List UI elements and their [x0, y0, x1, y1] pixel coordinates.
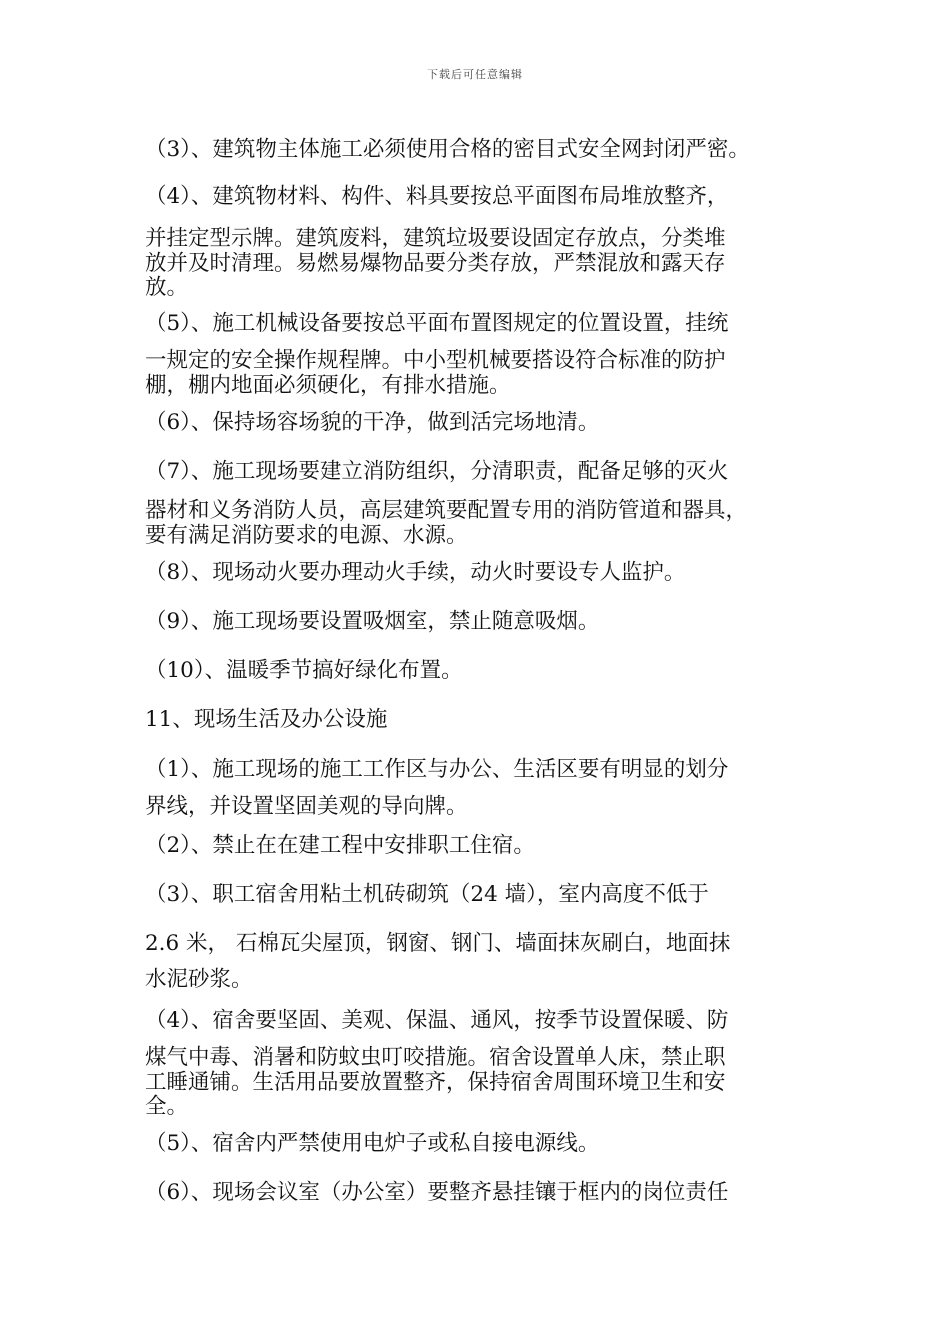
text-line: （10）、温暖季节搞好绿化布置。 [145, 658, 463, 683]
text-line: 2.6 米， 石棉瓦尖屋顶，钢窗、钢门、墙面抹灰刷白，地面抹 [145, 931, 731, 956]
text-line: 并挂定型示牌。建筑废料，建筑垃圾要设固定存放点，分类堆 [145, 226, 726, 251]
text-line: （3）、职工宿舍用粘土机砖砌筑（24 墙），室内高度不低于 [145, 882, 709, 907]
page-header: 下载后可任意编辑 [427, 68, 523, 81]
text-line: 工睡通铺。生活用品要放置整齐，保持宿舍周围环境卫生和安 [145, 1070, 726, 1095]
text-line: （1）、施工现场的施工工作区与办公、生活区要有明显的划分 [145, 757, 729, 782]
text-line: 放并及时清理。易燃易爆物品要分类存放，严禁混放和露天存 [145, 251, 726, 276]
text-line: 放。 [145, 275, 189, 300]
text-line: 器材和义务消防人员，高层建筑要配置专用的消防管道和器具， [145, 498, 748, 523]
text-line: （4）、建筑物材料、构件、料具要按总平面图布局堆放整齐， [145, 184, 729, 209]
text-line: （4）、宿舍要坚固、美观、保温、通风，按季节设置保暖、防 [145, 1008, 729, 1033]
text-line: 煤气中毒、消暑和防蚊虫叮咬措施。宿舍设置单人床，禁止职 [145, 1045, 726, 1070]
text-line: 11、现场生活及办公设施 [145, 707, 388, 732]
text-line: 棚，棚内地面必须硬化，有排水措施。 [145, 373, 511, 398]
text-line: （3）、建筑物主体施工必须使用合格的密目式安全网封闭严密。 [145, 137, 750, 162]
text-line: 水泥砂浆。 [145, 967, 253, 992]
text-line: （8）、现场动火要办理动火手续，动火时要设专人监护。 [145, 560, 686, 585]
text-line: （6）、现场会议室（办公室）要整齐悬挂镶于框内的岗位责任 [145, 1180, 729, 1205]
text-line: 一规定的安全操作规程牌。中小型机械要搭设符合标准的防护 [145, 348, 726, 373]
text-line: （6）、保持场容场貌的干净，做到活完场地清。 [145, 410, 600, 435]
text-line: （5）、施工机械设备要按总平面布置图规定的位置设置，挂统 [145, 311, 729, 336]
text-line: 全。 [145, 1094, 189, 1119]
text-line: （2）、禁止在在建工程中安排职工住宿。 [145, 833, 535, 858]
text-line: 要有满足消防要求的电源、水源。 [145, 523, 468, 548]
text-line: （5）、宿舍内严禁使用电炉子或私自接电源线。 [145, 1131, 600, 1156]
text-line: （9）、施工现场要设置吸烟室，禁止随意吸烟。 [145, 609, 600, 634]
text-line: （7）、施工现场要建立消防组织，分清职责，配备足够的灭火 [145, 459, 729, 484]
text-line: 界线，并设置坚固美观的导向牌。 [145, 794, 468, 819]
